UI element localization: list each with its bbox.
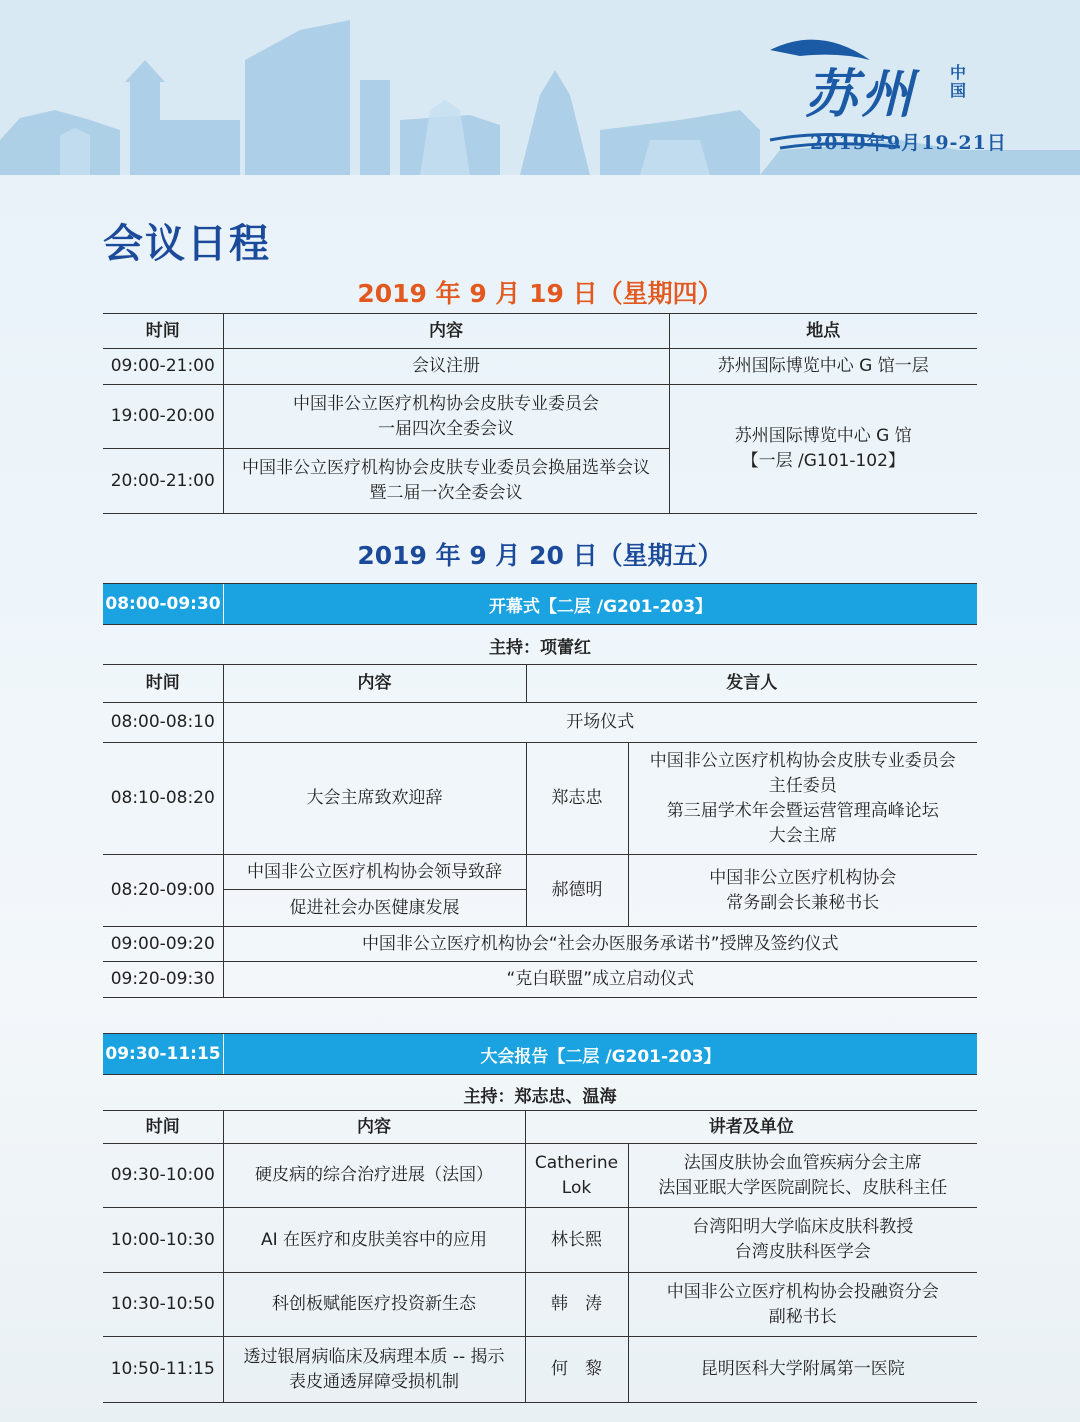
table-row — [103, 349, 977, 385]
position-line: 第三届学术年会暨运营管理高峰论坛 — [666, 800, 939, 821]
position-line: 台湾阳明大学临床皮肤科教授 — [692, 1217, 914, 1237]
table-row — [103, 927, 977, 962]
speaker-line: Catherine — [534, 1152, 619, 1173]
row-time: 08:10-08:20 — [103, 743, 223, 855]
row-content: 中国非公立医疗机构协会“社会办医服务承诺书”授牌及签约仪式 — [223, 927, 977, 962]
day1-schedule-table — [103, 313, 977, 514]
header-content: 内容 — [223, 1111, 525, 1144]
session-time: 09:30-11:15 — [103, 1034, 224, 1074]
table-row — [103, 1337, 977, 1403]
content-line: 中国非公立医疗机构协会皮肤专业委员会 — [293, 393, 599, 414]
row-content: 会议注册 — [223, 349, 669, 385]
logo-city-name: 苏州 — [805, 64, 918, 125]
content-line: 透过银屑病临床及病理本质 -- 揭示 — [243, 1346, 505, 1367]
header-banner — [0, 0, 1080, 175]
row-content: 促进社会办医健康发展 — [223, 890, 526, 927]
row-content: AI 在医疗和皮肤美容中的应用 — [223, 1208, 525, 1273]
position-line: 副秘书长 — [768, 1306, 837, 1327]
row-speaker — [525, 1144, 628, 1208]
session-host: 主持：郑志忠、温海 — [463, 1087, 617, 1107]
session-title: 开幕式【二层 /G201-203】 — [488, 596, 713, 617]
row-time: 09:20-09:30 — [103, 962, 223, 998]
content-line: 暨二届一次全委会议 — [369, 483, 523, 503]
table-row — [103, 385, 977, 449]
row-position — [628, 1208, 977, 1273]
row-content — [223, 385, 669, 449]
row-time: 09:00-09:20 — [103, 927, 223, 962]
page-title: 会议日程 — [103, 221, 271, 267]
position-line: 台湾皮肤科医学会 — [734, 1242, 871, 1262]
keynote-schedule-table — [103, 1110, 977, 1403]
row-content: 开场仪式 — [223, 703, 977, 743]
row-location: 苏州国际博览中心 G 馆一层 — [669, 349, 977, 385]
row-time: 08:00-08:10 — [103, 703, 223, 743]
position-line: 中国非公立医疗机构协会 — [709, 867, 897, 888]
table-header-row — [103, 1111, 977, 1144]
header-time: 时间 — [103, 1111, 223, 1144]
header-content: 内容 — [223, 665, 526, 703]
header-time: 时间 — [103, 314, 223, 349]
row-speaker: 林长熙 — [525, 1208, 628, 1273]
header-location: 地点 — [669, 314, 977, 349]
row-position — [628, 743, 977, 855]
table-row — [103, 855, 977, 890]
position-line: 中国非公立医疗机构协会投融资分会 — [666, 1281, 939, 1302]
row-content: 科创板赋能医疗投资新生态 — [223, 1273, 525, 1337]
row-time: 19:00-20:00 — [103, 385, 223, 449]
table-header-row — [103, 665, 977, 703]
row-content: 中国非公立医疗机构协会领导致辞 — [223, 855, 526, 890]
row-position — [628, 855, 977, 927]
header-content: 内容 — [223, 314, 669, 349]
table-row — [103, 743, 977, 855]
day2-title: 2019 年 9 月 20 日（星期五） — [357, 541, 723, 570]
row-content — [223, 1337, 525, 1403]
row-time: 10:30-10:50 — [103, 1273, 223, 1337]
position-line: 法国皮肤协会血管疾病分会主席 — [683, 1152, 922, 1173]
table-row — [103, 1144, 977, 1208]
location-line: 【一层 /G101-102】 — [741, 451, 905, 471]
logo-country-name: 中国 — [950, 63, 967, 100]
session-bar-opening — [103, 583, 977, 625]
position-line: 大会主席 — [768, 825, 837, 846]
row-content — [223, 449, 669, 514]
table-row — [103, 1208, 977, 1273]
session-title: 大会报告【二层 /G201-203】 — [480, 1046, 721, 1067]
row-content: “克白联盟”成立启动仪式 — [223, 962, 977, 998]
row-content: 硬皮病的综合治疗进展（法国） — [223, 1144, 525, 1208]
row-time: 09:00-21:00 — [103, 349, 223, 385]
position-line: 中国非公立医疗机构协会皮肤专业委员会 — [649, 750, 956, 771]
content-line: 表皮通透屏障受损机制 — [289, 1371, 459, 1392]
row-content: 大会主席致欢迎辞 — [223, 743, 526, 855]
opening-schedule-table — [103, 664, 977, 998]
row-position — [628, 1144, 977, 1208]
session-bar-keynote — [103, 1033, 977, 1075]
row-time: 08:20-09:00 — [103, 855, 223, 927]
table-row — [103, 1273, 977, 1337]
table-header-row — [103, 314, 977, 349]
event-logo — [760, 30, 1060, 160]
session-host: 主持：项蕾红 — [489, 638, 591, 658]
table-row — [103, 703, 977, 743]
speaker-line: Lok — [561, 1177, 592, 1198]
location-line: 苏州国际博览中心 G 馆 — [734, 426, 912, 446]
header-time: 时间 — [103, 665, 223, 703]
row-time: 20:00-21:00 — [103, 449, 223, 514]
day1-title: 2019 年 9 月 19 日（星期四） — [357, 279, 723, 308]
row-time: 10:50-11:15 — [103, 1337, 223, 1403]
row-location — [669, 385, 977, 514]
session-time: 08:00-09:30 — [103, 584, 224, 624]
content-line: 一届四次全委会议 — [378, 418, 514, 439]
logo-event-date: 2019年9月19-21日 — [810, 132, 1007, 154]
position-line: 常务副会长兼秘书长 — [726, 892, 880, 913]
header-speaker: 讲者及单位 — [525, 1111, 977, 1144]
row-time: 09:30-10:00 — [103, 1144, 223, 1208]
row-time: 10:00-10:30 — [103, 1208, 223, 1273]
row-speaker: 郑志忠 — [526, 743, 628, 855]
position-line: 主任委员 — [768, 775, 837, 796]
header-speaker: 发言人 — [526, 665, 977, 703]
row-speaker: 何 黎 — [525, 1337, 628, 1403]
row-position: 昆明医科大学附属第一医院 — [628, 1337, 977, 1403]
row-speaker: 郝德明 — [526, 855, 628, 927]
row-position — [628, 1273, 977, 1337]
content-line: 中国非公立医疗机构协会皮肤专业委员会换届选举会议 — [242, 458, 650, 478]
position-line: 法国亚眠大学医院副院长、皮肤科主任 — [658, 1177, 948, 1198]
table-row — [103, 962, 977, 998]
row-speaker: 韩 涛 — [525, 1273, 628, 1337]
